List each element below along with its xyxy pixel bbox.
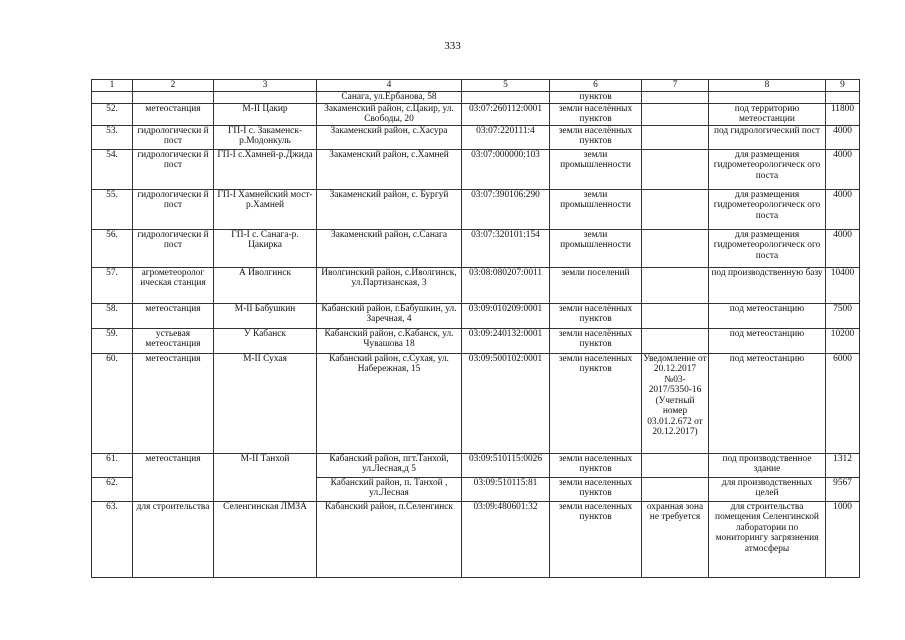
land-category-cell: земли промышленности <box>550 229 642 267</box>
object-type-cell: метеостанция <box>133 103 214 125</box>
object-type-cell: метеостанция <box>133 303 214 328</box>
address-cell: Кабанский район, п. Танхой , ул.Лесная <box>317 477 462 501</box>
object-type-cell: гидрологически й пост <box>133 149 214 189</box>
address-cell: Закаменский район, с.Хамней <box>317 149 462 189</box>
table-row <box>92 453 860 477</box>
area-cell: 4000 <box>826 229 860 267</box>
address-cell: Кабанский район, г.Бабушкин, ул. Заречная, 4 <box>317 303 462 328</box>
purpose-cell: под метеостанцию <box>709 303 826 328</box>
object-name-cell: У Кабанск <box>214 328 317 353</box>
purpose-cell: под метеостанцию <box>709 353 826 453</box>
note-cell <box>642 125 709 149</box>
cadastre-number-cell: 03:09:240132:0001 <box>462 328 550 353</box>
table-row <box>92 303 860 328</box>
address-cell: Закаменский район, с.Санага <box>317 229 462 267</box>
object-name-cell: ГП-I с. Закаменск-р.Модонкуль <box>214 125 317 149</box>
area-cell: 10200 <box>826 328 860 353</box>
purpose-cell: под производственное здание <box>709 453 826 477</box>
cadastre-number-cell: 03:09:010209:0001 <box>462 303 550 328</box>
table-row <box>92 328 860 353</box>
purpose-cell: для размещения гидрометеорологическ ого поста <box>709 229 826 267</box>
row-number: 53. <box>92 125 133 149</box>
note-cell <box>642 103 709 125</box>
cadastre-number-cell: 03:07:260112:0001 <box>462 103 550 125</box>
table-row <box>92 103 860 125</box>
object-name-cell: М-II Бабушкин <box>214 303 317 328</box>
land-category-cell: земли населенных пунктов <box>550 501 642 577</box>
area-cell: 7500 <box>826 303 860 328</box>
note-cell <box>642 477 709 501</box>
col-header-1: 1 <box>92 80 133 92</box>
land-category-cell: земли промышленности <box>550 149 642 189</box>
col-header-8: 8 <box>709 80 826 92</box>
purpose-cell: под производственную базу <box>709 267 826 303</box>
address-cell: Закаменский район, с.Хасура <box>317 125 462 149</box>
note-cell <box>642 328 709 353</box>
address-cell: Санага, ул.Ербанова, 58 <box>317 91 462 103</box>
row-number: 60. <box>92 353 133 453</box>
header-row <box>92 80 860 92</box>
area-cell: 6000 <box>826 353 860 453</box>
area-cell: 4000 <box>826 149 860 189</box>
land-registry-table <box>91 79 860 578</box>
area-cell: 9567 <box>826 477 860 501</box>
row-number: 59. <box>92 328 133 353</box>
row-number: 58. <box>92 303 133 328</box>
col-header-3: 3 <box>214 80 317 92</box>
land-category-cell: земли населённых пунктов <box>550 328 642 353</box>
cadastre-number-cell: 03:09:500102:0001 <box>462 353 550 453</box>
object-name-cell: М-II Танхой <box>214 453 317 501</box>
note-cell: Уведомление от 20.12.2017 №03-2017/5350-16 (Учетный номер 03.01.2.672 от 20.12.2017) <box>642 353 709 453</box>
address-cell: Кабанский район, с.Сухая, ул. Набережная, 15 <box>317 353 462 453</box>
object-name-cell: А Иволгинск <box>214 267 317 303</box>
row-number: 54. <box>92 149 133 189</box>
note-cell <box>642 149 709 189</box>
address-cell: Иволгинский район, с.Иволгинск, ул.Партизанская, 3 <box>317 267 462 303</box>
cadastre-number-cell: 03:07:390106:290 <box>462 189 550 229</box>
cadastre-number-cell: 03:09:510115:0026 <box>462 453 550 477</box>
note-cell: охранная зона не требуется <box>642 501 709 577</box>
object-type-cell: агрометеоролог ическая станция <box>133 267 214 303</box>
land-category-cell: земли промышленности <box>550 189 642 229</box>
land-category-cell: земли населённых пунктов <box>550 103 642 125</box>
purpose-cell: для размещения гидрометеорологическ ого поста <box>709 149 826 189</box>
note-cell <box>642 189 709 229</box>
object-name-cell: ГП-I с.Хамней-р.Джида <box>214 149 317 189</box>
row-number: 62. <box>92 477 133 501</box>
table-row <box>92 267 860 303</box>
object-name-cell: Селенгинская ЛМЗА <box>214 501 317 577</box>
col-header-5: 5 <box>462 80 550 92</box>
row-number: 56. <box>92 229 133 267</box>
row-number: 55. <box>92 189 133 229</box>
land-category-cell: земли населенных пунктов <box>550 477 642 501</box>
col-header-2: 2 <box>133 80 214 92</box>
table-row <box>92 501 860 577</box>
cadastre-number-cell: 03:07:320101:154 <box>462 229 550 267</box>
table-row <box>92 189 860 229</box>
table-row <box>92 125 860 149</box>
object-type-cell: метеостанция <box>133 353 214 453</box>
object-type-cell: гидрологически й пост <box>133 125 214 149</box>
area-cell: 1000 <box>826 501 860 577</box>
land-category-cell: земли населённых пунктов <box>550 303 642 328</box>
purpose-cell: для строительства помещения Селенгинской лаборатории по мониторингу загрязнения атмосферы <box>709 501 826 577</box>
note-cell <box>642 303 709 328</box>
cadastre-number-cell: 03:09:510115:81 <box>462 477 550 501</box>
object-type-cell: метеостанция <box>133 453 214 501</box>
row-number: 57. <box>92 267 133 303</box>
col-header-4: 4 <box>317 80 462 92</box>
row-number: 52. <box>92 103 133 125</box>
cadastre-number-cell: 03:07:000000:103 <box>462 149 550 189</box>
note-cell <box>642 453 709 477</box>
object-name-cell: ГП-I Хамнейский мост-р.Хамней <box>214 189 317 229</box>
address-cell: Кабанский район, пгт.Танхой, ул.Лесная,д 5 <box>317 453 462 477</box>
page-number: 333 <box>444 40 461 52</box>
object-type-cell: гидрологически й пост <box>133 229 214 267</box>
address-cell: Закаменский район, с. Бургуй <box>317 189 462 229</box>
purpose-cell: под гидрологический пост <box>709 125 826 149</box>
area-cell: 10400 <box>826 267 860 303</box>
row-number: 63. <box>92 501 133 577</box>
land-category-cell: пунктов <box>550 91 642 103</box>
object-type-cell: для строительства <box>133 501 214 577</box>
col-header-7: 7 <box>642 80 709 92</box>
cadastre-number-cell: 03:07:220111:4 <box>462 125 550 149</box>
note-cell <box>642 267 709 303</box>
address-cell: Кабанский район, п.Селенгинск <box>317 501 462 577</box>
purpose-cell: под метеостанцию <box>709 328 826 353</box>
object-type-cell: гидрологически й пост <box>133 189 214 229</box>
area-cell: 1312 <box>826 453 860 477</box>
area-cell: 4000 <box>826 125 860 149</box>
table-row <box>92 353 860 453</box>
land-category-cell: земли населенных пунктов <box>550 353 642 453</box>
object-name-cell: ГП-I с. Санага-р. Цакирка <box>214 229 317 267</box>
address-cell: Закаменский район, с.Цакир, ул. Свободы, 20 <box>317 103 462 125</box>
land-category-cell: земли населенных пунктов <box>550 453 642 477</box>
row-number: 61. <box>92 453 133 477</box>
cadastre-number-cell: 03:08:080207:0011 <box>462 267 550 303</box>
col-header-9: 9 <box>826 80 860 92</box>
col-header-6: 6 <box>550 80 642 92</box>
object-name-cell: М-II Цакир <box>214 103 317 125</box>
land-category-cell: земли поселений <box>550 267 642 303</box>
area-cell: 4000 <box>826 189 860 229</box>
address-cell: Кабанский район, с.Кабанск, ул. Чувашова 18 <box>317 328 462 353</box>
table-row <box>92 229 860 267</box>
table-row-continued <box>92 91 860 103</box>
cadastre-number-cell: 03:09:480601:32 <box>462 501 550 577</box>
purpose-cell: под территорию метеостанции <box>709 103 826 125</box>
area-cell: 11800 <box>826 103 860 125</box>
table-row <box>92 149 860 189</box>
purpose-cell: для размещения гидрометеорологическ ого поста <box>709 189 826 229</box>
object-name-cell: М-II Сухая <box>214 353 317 453</box>
purpose-cell: для производственных целей <box>709 477 826 501</box>
note-cell <box>642 229 709 267</box>
land-category-cell: земли населённых пунктов <box>550 125 642 149</box>
object-type-cell: устьевая метеостанция <box>133 328 214 353</box>
